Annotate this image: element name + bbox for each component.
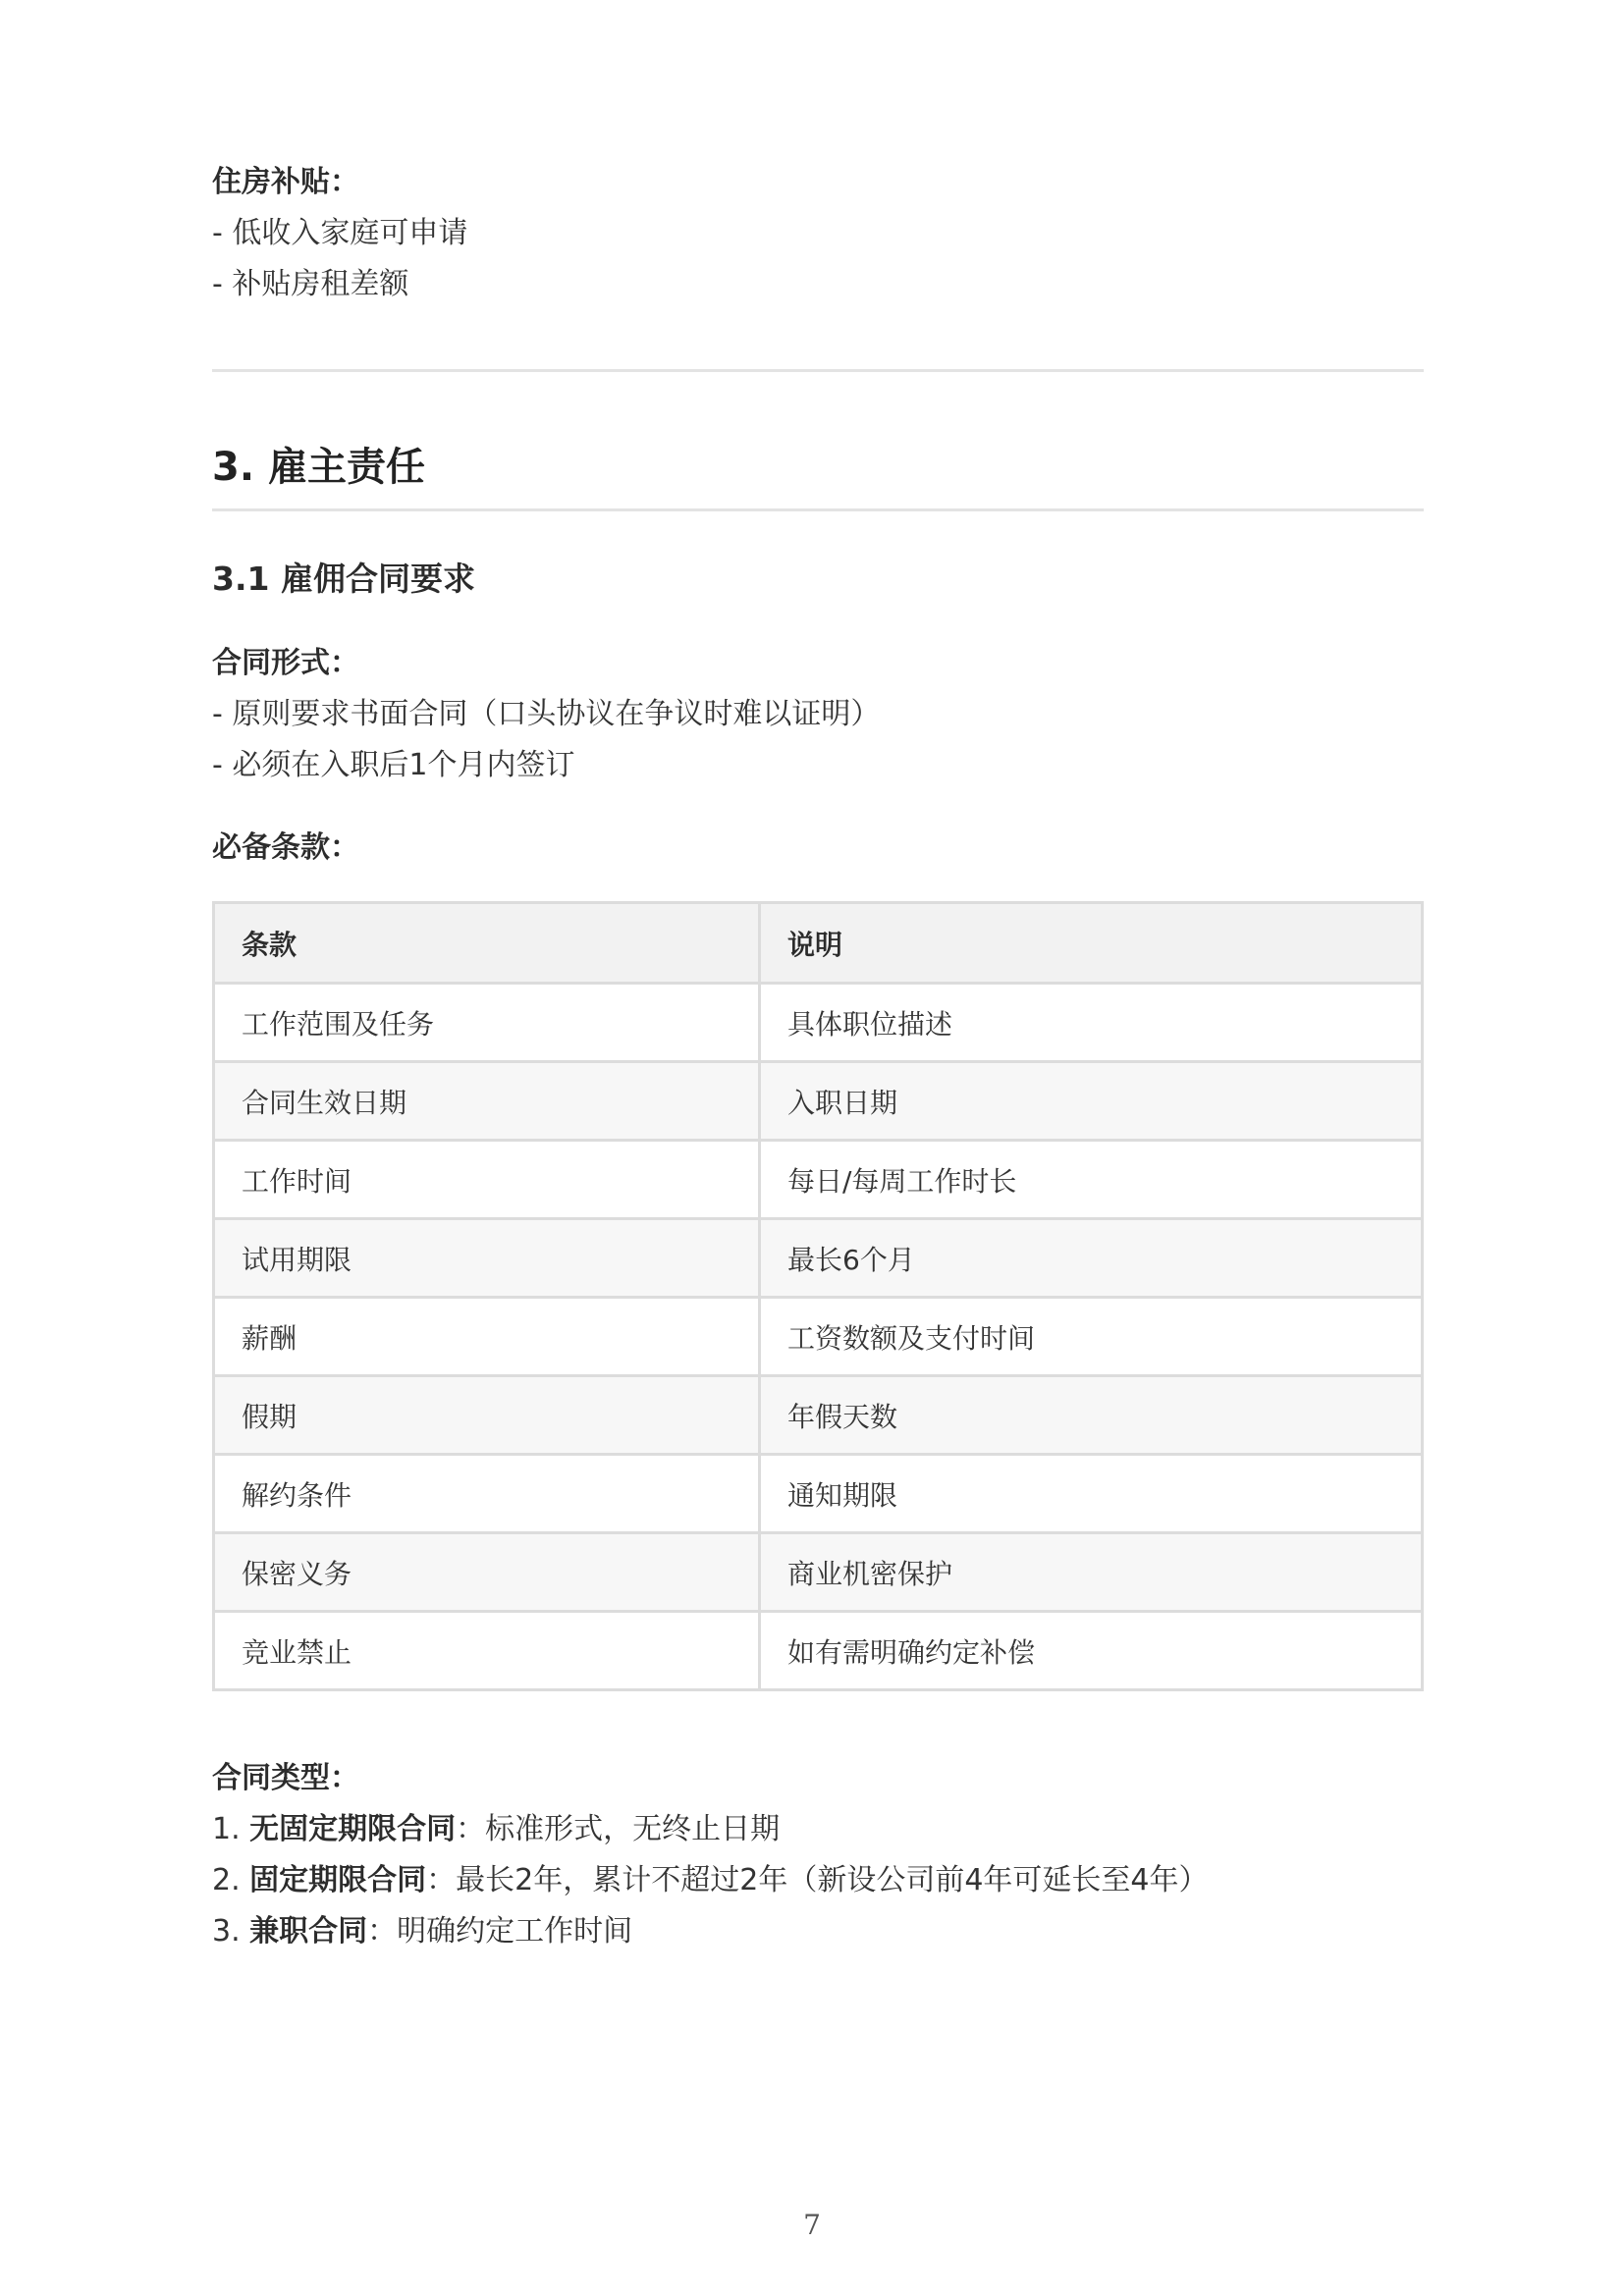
- housing-section: [212, 157, 1424, 310]
- list-number: 1.: [212, 1812, 241, 1846]
- subsection-heading: 3.1 雇佣合同要求: [212, 560, 475, 598]
- table-row: [214, 1141, 1423, 1219]
- contract-type-term: 兼职合同: [249, 1914, 368, 1949]
- table-row: [214, 1062, 1423, 1141]
- contract-types-label: 合同类型：: [212, 1761, 359, 1795]
- contract-type-desc: ：最长2年，累计不超过2年（新设公司前4年可延长至4年）: [426, 1863, 1209, 1897]
- page-number: 7: [803, 2209, 821, 2241]
- table-header-cell: 条款: [214, 903, 760, 984]
- contract-form-item: - 必须在入职后1个月内签订: [212, 748, 575, 782]
- required-clauses-label: 必备条款：: [212, 830, 359, 865]
- list-number: 2.: [212, 1863, 241, 1897]
- description-cell: 商业机密保护: [760, 1533, 1423, 1612]
- contract-type-desc: ：明确约定工作时间: [367, 1914, 633, 1949]
- heading-underline: [212, 508, 1424, 511]
- housing-item: - 低收入家庭可申请: [212, 216, 468, 250]
- contract-form-section: [212, 638, 1424, 791]
- description-cell: 通知期限: [760, 1455, 1423, 1533]
- clause-cell: 工作范围及任务: [214, 984, 760, 1062]
- contract-type-desc: ：标准形式，无终止日期: [456, 1812, 781, 1846]
- description-cell: 工资数额及支付时间: [760, 1298, 1423, 1376]
- clause-cell: 竞业禁止: [214, 1612, 760, 1690]
- table-row: [214, 1298, 1423, 1376]
- table-row: [214, 1533, 1423, 1612]
- table-row: [214, 1376, 1423, 1455]
- description-cell: 年假天数: [760, 1376, 1423, 1455]
- description-cell: 每日/每周工作时长: [760, 1141, 1423, 1219]
- clause-cell: 薪酬: [214, 1298, 760, 1376]
- contract-type-item: [212, 1804, 1424, 1855]
- table-row: [214, 1612, 1423, 1690]
- list-number: 3.: [212, 1914, 241, 1949]
- table-row: [214, 1455, 1423, 1533]
- section-heading: 3. 雇主责任: [212, 445, 425, 490]
- description-cell: 如有需明确约定补偿: [760, 1612, 1423, 1690]
- housing-item: - 补贴房租差额: [212, 267, 409, 301]
- section-divider: [212, 369, 1424, 372]
- contract-form-label: 合同形式：: [212, 646, 359, 680]
- description-cell: 最长6个月: [760, 1219, 1423, 1298]
- contract-type-item: [212, 1855, 1424, 1906]
- housing-label: 住房补贴：: [212, 165, 359, 199]
- clause-cell: 假期: [214, 1376, 760, 1455]
- contract-type-item: [212, 1906, 1424, 1957]
- clause-cell: 合同生效日期: [214, 1062, 760, 1141]
- clause-cell: 保密义务: [214, 1533, 760, 1612]
- contract-types-section: [212, 1753, 1424, 1957]
- required-clauses-table: [212, 901, 1424, 1691]
- table-header-cell: 说明: [760, 903, 1423, 984]
- table-row: [214, 984, 1423, 1062]
- contract-type-term: 无固定期限合同: [249, 1812, 457, 1846]
- description-cell: 入职日期: [760, 1062, 1423, 1141]
- contract-type-term: 固定期限合同: [249, 1863, 427, 1897]
- description-cell: 具体职位描述: [760, 984, 1423, 1062]
- table-header-row: [214, 903, 1423, 984]
- table-row: [214, 1219, 1423, 1298]
- contract-form-item: - 原则要求书面合同（口头协议在争议时难以证明）: [212, 697, 881, 731]
- clause-cell: 试用期限: [214, 1219, 760, 1298]
- clause-cell: 工作时间: [214, 1141, 760, 1219]
- clause-cell: 解约条件: [214, 1455, 760, 1533]
